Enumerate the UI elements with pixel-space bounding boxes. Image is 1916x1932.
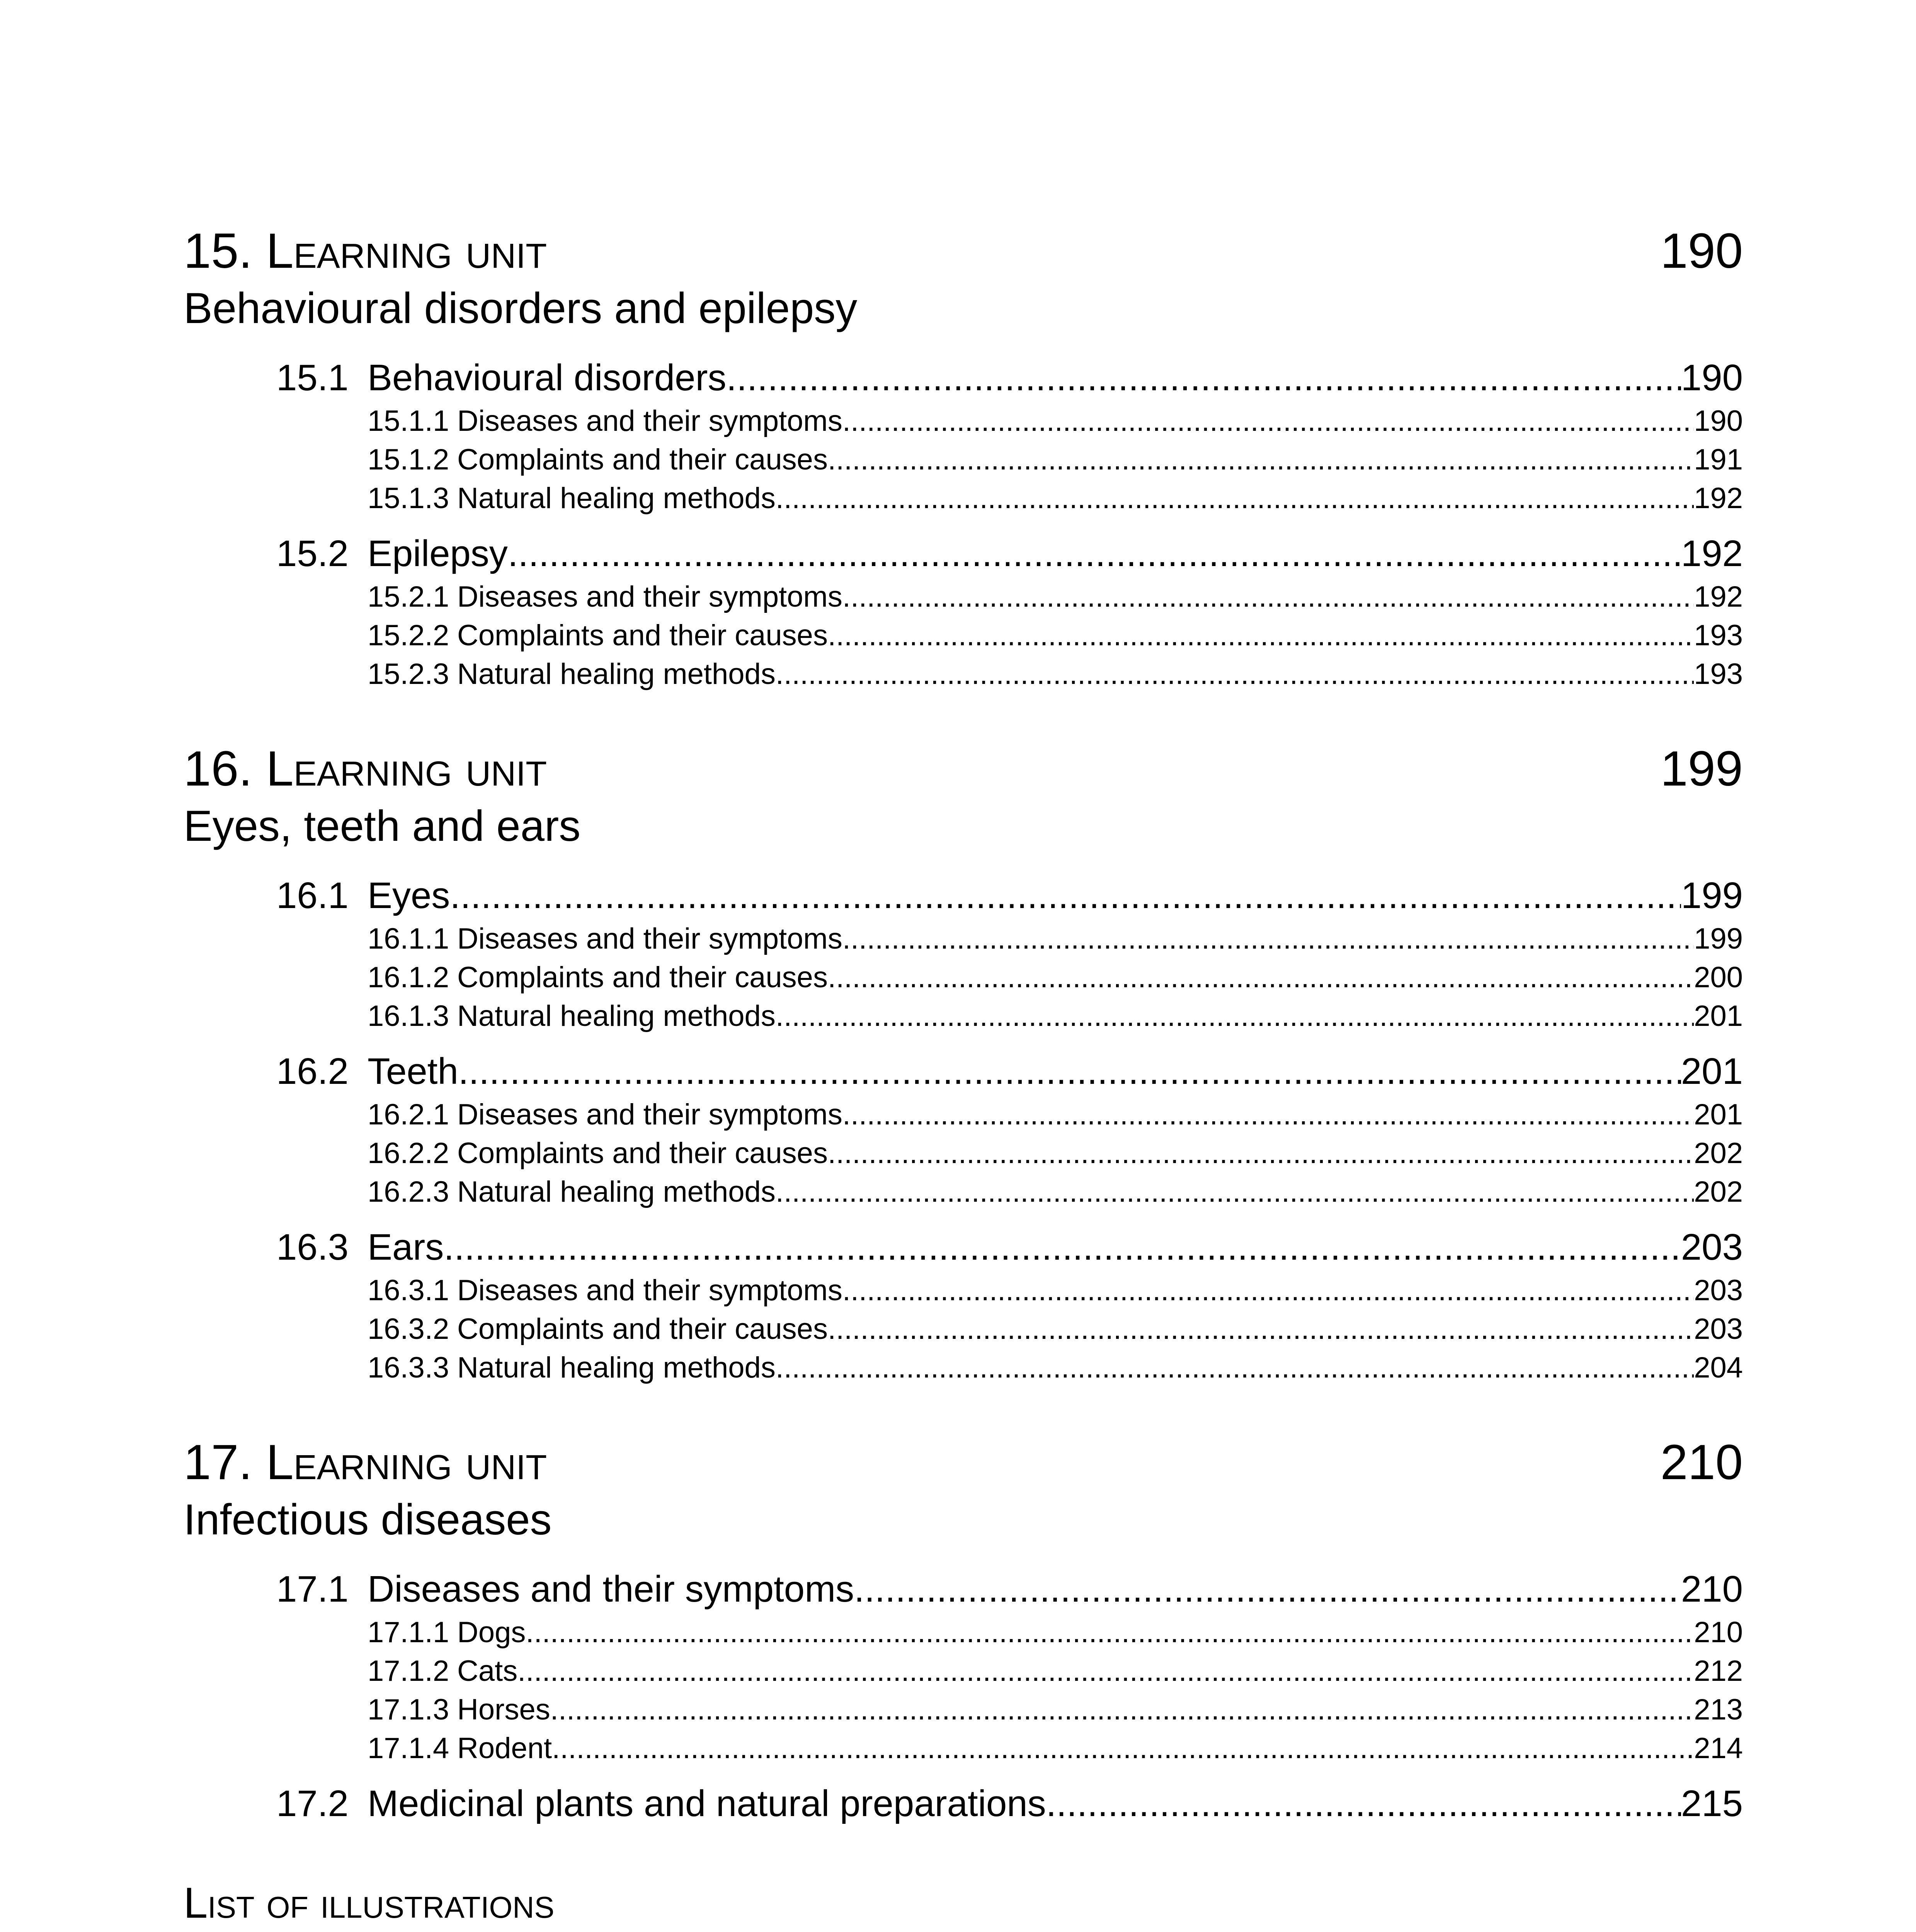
subsection-title: Natural healing methods — [457, 1000, 776, 1032]
unit-subtitle: Infectious diseases — [184, 1495, 552, 1544]
section-number: 15.2 — [276, 533, 349, 574]
toc-section — [184, 354, 1743, 518]
subsection-entry — [368, 440, 1743, 479]
dot-leader — [550, 1690, 1694, 1729]
subsection-page-number: 200 — [1694, 961, 1743, 994]
unit-number: 15. — [184, 223, 252, 279]
dot-leader — [517, 1652, 1694, 1690]
dot-leader — [450, 871, 1681, 920]
dot-leader — [776, 1349, 1694, 1387]
section-title: Epilepsy — [368, 533, 508, 574]
section-number: 17.2 — [276, 1783, 349, 1824]
toc-section — [184, 1779, 1743, 1828]
subsection-number: 15.1.3 — [368, 482, 449, 515]
section-page-number: 203 — [1681, 1226, 1743, 1268]
unit-page-number: 190 — [1660, 223, 1743, 279]
subsection-entry — [368, 1652, 1743, 1690]
subsection-number: 16.2.1 — [368, 1098, 449, 1131]
section-page-number: 210 — [1681, 1568, 1743, 1610]
unit-label — [184, 222, 547, 280]
section-number: 15.1 — [276, 357, 349, 398]
section-page-number: 199 — [1681, 875, 1743, 916]
subsection-title: Rodent — [457, 1732, 552, 1765]
section-title: Behavioural disorders — [368, 357, 727, 398]
dot-leader — [508, 529, 1681, 578]
subsection-entry — [368, 1349, 1743, 1387]
subsection-entry — [368, 958, 1743, 997]
toc-section — [184, 871, 1743, 1036]
dot-leader — [776, 655, 1694, 694]
subsection-title: Complaints and their causes — [457, 1313, 828, 1345]
section-number: 16.1 — [276, 875, 349, 916]
dot-leader — [828, 440, 1694, 479]
subsection-title: Complaints and their causes — [457, 1137, 828, 1170]
dot-leader — [828, 958, 1694, 997]
unit-subtitle: Behavioural disorders and epilepsy — [184, 284, 858, 332]
subsection-number: 15.2.1 — [368, 580, 449, 613]
learning-unit — [184, 222, 1743, 694]
unit-number: 16. — [184, 741, 252, 796]
subsection-page-number: 212 — [1694, 1655, 1743, 1687]
unit-number: 17. — [184, 1435, 252, 1490]
subsection-page-number: 191 — [1694, 443, 1743, 476]
subsection-page-number: 193 — [1694, 619, 1743, 652]
dot-leader — [854, 1565, 1681, 1613]
subsection-entry — [368, 1310, 1743, 1349]
subsection-number: 15.2.3 — [368, 658, 449, 690]
section-number: 17.1 — [276, 1568, 349, 1610]
subsection-number: 15.2.2 — [368, 619, 449, 652]
dot-leader — [1046, 1779, 1681, 1828]
toc-section — [184, 1047, 1743, 1211]
subsection-title: Diseases and their symptoms — [457, 922, 842, 955]
unit-heading — [184, 1434, 1743, 1492]
subsection-page-number: 193 — [1694, 658, 1743, 690]
unit-label-text: Learning unit — [266, 223, 547, 279]
subsection-title: Diseases and their symptoms — [457, 580, 842, 613]
unit-page-number: 199 — [1660, 741, 1743, 796]
dot-leader — [526, 1613, 1694, 1652]
dot-leader — [458, 1047, 1681, 1095]
dot-leader — [828, 1134, 1694, 1173]
unit-subtitle: Eyes, teeth and ears — [184, 802, 581, 850]
subsection-page-number: 203 — [1694, 1274, 1743, 1307]
subsection-page-number: 214 — [1694, 1732, 1743, 1765]
section-number: 16.3 — [276, 1226, 349, 1268]
subsection-number: 16.1.2 — [368, 961, 449, 994]
subsection-page-number: 202 — [1694, 1137, 1743, 1170]
subsection-page-number: 192 — [1694, 580, 1743, 613]
unit-label-text: Learning unit — [266, 1435, 547, 1490]
section-entry — [276, 529, 1743, 578]
subsection-number: 16.3.3 — [368, 1351, 449, 1384]
subsection-page-number: 213 — [1694, 1693, 1743, 1726]
dot-leader — [552, 1729, 1694, 1768]
table-of-contents — [184, 222, 1743, 1932]
toc-section — [184, 1565, 1743, 1768]
subsection-title: Diseases and their symptoms — [457, 405, 842, 437]
subsection-number: 16.1.3 — [368, 1000, 449, 1032]
subsection-page-number: 202 — [1694, 1175, 1743, 1208]
subsection-entry — [368, 616, 1743, 655]
subsection-entry — [368, 920, 1743, 958]
section-title: Teeth — [368, 1051, 458, 1092]
dot-leader — [842, 578, 1694, 616]
subsection-page-number: 199 — [1694, 922, 1743, 955]
section-entry — [276, 1223, 1743, 1271]
subsection-number: 16.2.2 — [368, 1137, 449, 1170]
subsection-entry — [368, 1095, 1743, 1134]
dot-leader — [727, 354, 1681, 402]
dot-leader — [842, 402, 1694, 440]
subsection-page-number: 192 — [1694, 482, 1743, 515]
dot-leader — [776, 1173, 1694, 1211]
section-title: Medicinal plants and natural preparations — [368, 1783, 1046, 1824]
section-page-number: 192 — [1681, 533, 1743, 574]
dot-leader — [828, 1310, 1694, 1349]
subsection-number: 15.1.1 — [368, 405, 449, 437]
subsection-number: 17.1.2 — [368, 1655, 449, 1687]
subsection-entry — [368, 1613, 1743, 1652]
subsection-entry — [368, 997, 1743, 1036]
subsection-page-number: 204 — [1694, 1351, 1743, 1384]
subsection-entry — [368, 1271, 1743, 1310]
unit-label — [184, 740, 547, 798]
subsection-title: Diseases and their symptoms — [457, 1274, 842, 1307]
subsection-title: Cats — [457, 1655, 518, 1687]
subsection-title: Natural healing methods — [457, 482, 776, 515]
section-page-number: 201 — [1681, 1051, 1743, 1092]
subsection-page-number: 190 — [1694, 405, 1743, 437]
subsection-number: 16.3.1 — [368, 1274, 449, 1307]
section-page-number: 190 — [1681, 357, 1743, 398]
subsection-title: Complaints and their causes — [457, 443, 828, 476]
dot-leader — [842, 1271, 1694, 1310]
unit-page-number: 210 — [1660, 1435, 1743, 1490]
section-title: Eyes — [368, 875, 450, 916]
subsection-page-number: 210 — [1694, 1616, 1743, 1649]
dot-leader — [842, 1095, 1694, 1134]
section-entry — [276, 354, 1743, 402]
subsection-number: 16.3.2 — [368, 1313, 449, 1345]
section-title: Ears — [368, 1226, 444, 1268]
subsection-title: Complaints and their causes — [457, 961, 828, 994]
subsection-number: 16.1.1 — [368, 922, 449, 955]
subsection-title: Dogs — [457, 1616, 526, 1649]
subsection-entry — [368, 578, 1743, 616]
subsection-number: 16.2.3 — [368, 1175, 449, 1208]
dot-leader — [776, 997, 1694, 1036]
dot-leader — [842, 920, 1694, 958]
learning-unit — [184, 1434, 1743, 1828]
subsection-number: 17.1.1 — [368, 1616, 449, 1649]
subsection-title: Horses — [457, 1693, 550, 1726]
section-entry — [276, 871, 1743, 920]
toc-section — [184, 529, 1743, 694]
subsection-entry — [368, 1173, 1743, 1211]
toc-section — [184, 1223, 1743, 1387]
subsection-title: Natural healing methods — [457, 658, 776, 690]
subsection-entry — [368, 402, 1743, 440]
toc-extra-entry: List of illustrations — [184, 1879, 555, 1927]
unit-heading — [184, 740, 1743, 798]
subsection-title: Complaints and their causes — [457, 619, 828, 652]
subsection-number: 17.1.4 — [368, 1732, 449, 1765]
learning-unit — [184, 740, 1743, 1387]
unit-label — [184, 1434, 547, 1492]
section-number: 16.2 — [276, 1051, 349, 1092]
subsection-title: Natural healing methods — [457, 1175, 776, 1208]
section-entry — [276, 1779, 1743, 1828]
subsection-entry — [368, 1690, 1743, 1729]
subsection-number: 17.1.3 — [368, 1693, 449, 1726]
subsection-page-number: 201 — [1694, 1000, 1743, 1032]
subsection-page-number: 201 — [1694, 1098, 1743, 1131]
unit-label-text: Learning unit — [266, 741, 547, 796]
section-entry — [276, 1047, 1743, 1095]
unit-heading — [184, 222, 1743, 280]
section-page-number: 215 — [1681, 1783, 1743, 1824]
subsection-number: 15.1.2 — [368, 443, 449, 476]
section-entry — [276, 1565, 1743, 1613]
dot-leader — [776, 479, 1694, 518]
subsection-title: Natural healing methods — [457, 1351, 776, 1384]
subsection-entry — [368, 655, 1743, 694]
subsection-entry — [368, 1729, 1743, 1768]
subsection-entry — [368, 1134, 1743, 1173]
section-title: Diseases and their symptoms — [368, 1568, 854, 1610]
subsection-page-number: 203 — [1694, 1313, 1743, 1345]
subsection-entry — [368, 479, 1743, 518]
dot-leader — [444, 1223, 1681, 1271]
dot-leader — [828, 616, 1694, 655]
subsection-title: Diseases and their symptoms — [457, 1098, 842, 1131]
